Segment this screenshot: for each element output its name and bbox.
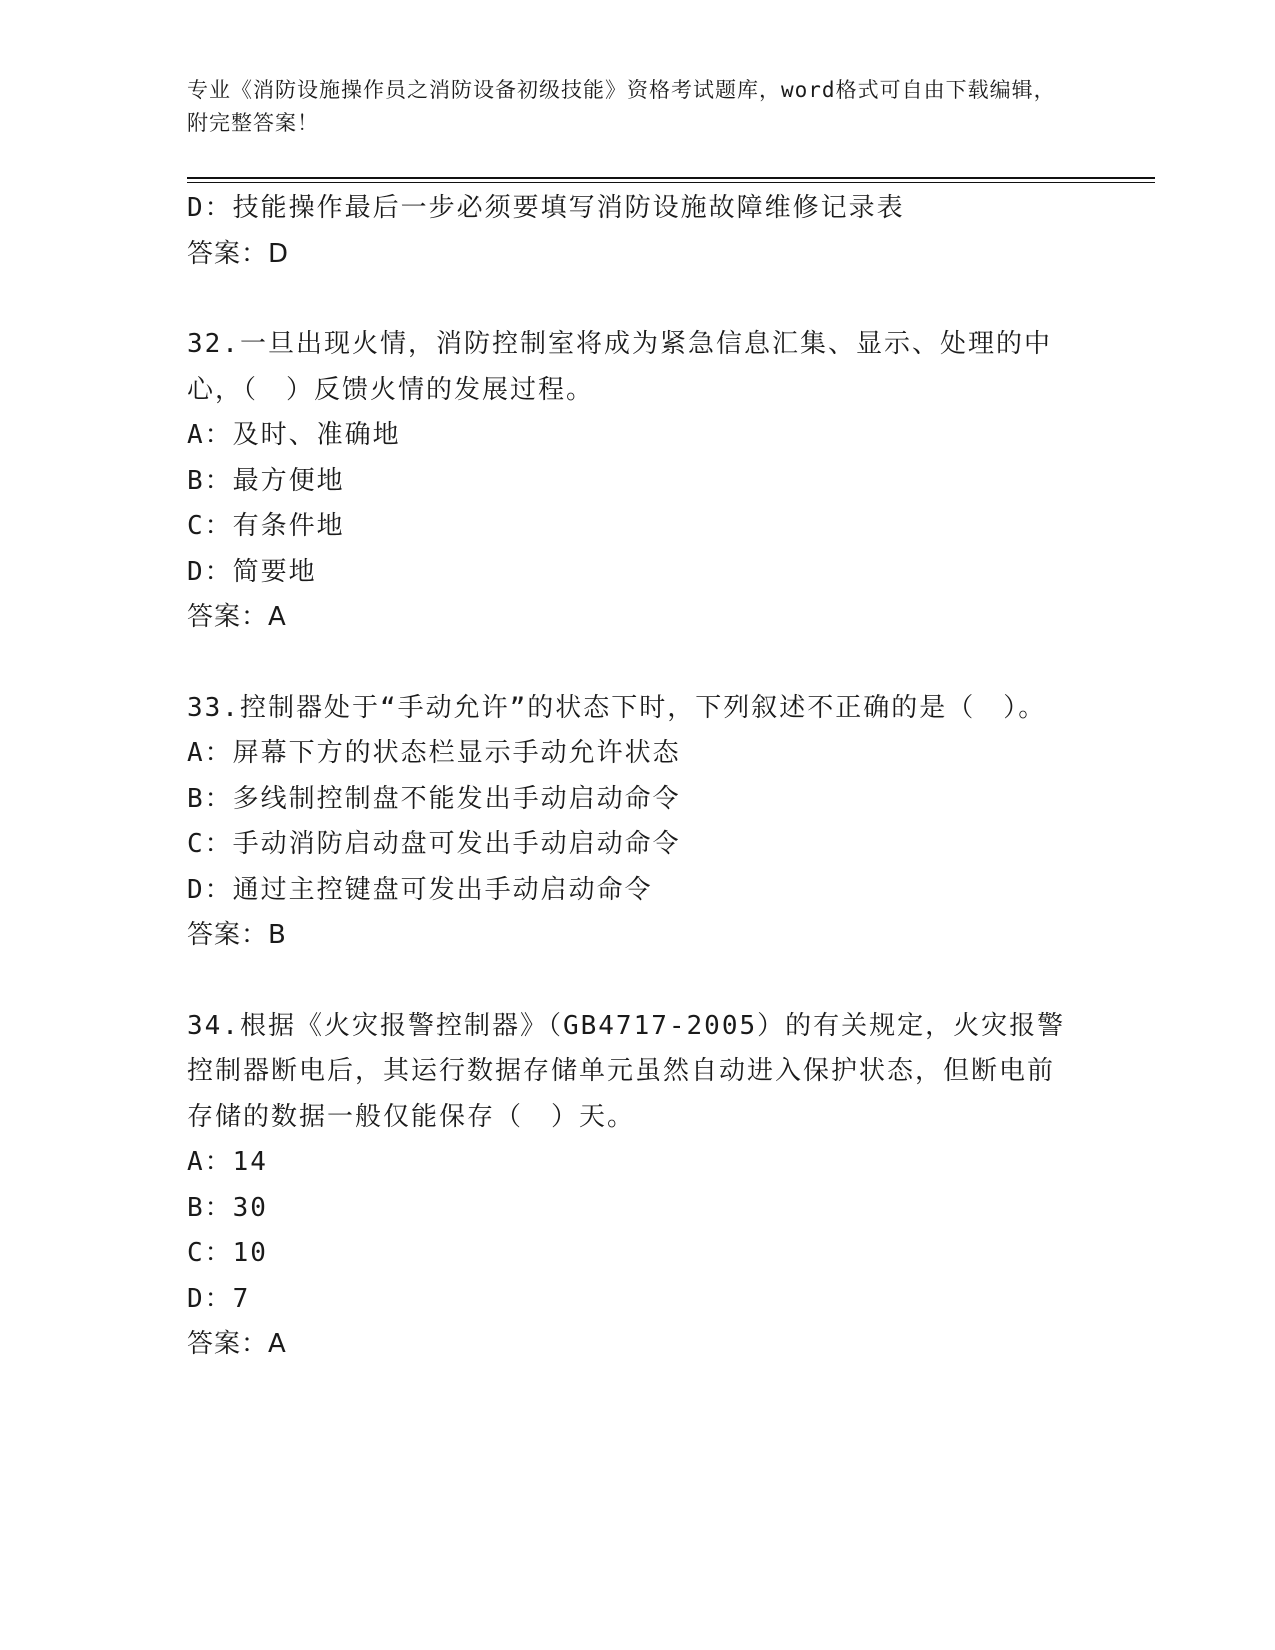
header-divider-thin xyxy=(187,182,1155,183)
answer-line: 答案：B xyxy=(187,920,287,950)
option-d: D：简要地 xyxy=(187,556,317,587)
option-a: A：14 xyxy=(187,1147,268,1177)
answer-line: 答案：A xyxy=(187,1329,287,1359)
option-a: A：及时、准确地 xyxy=(187,420,401,450)
option-list xyxy=(187,731,1067,913)
question-33 xyxy=(187,686,1067,959)
option-b: B：最方便地 xyxy=(187,465,345,496)
question-content xyxy=(187,186,1067,1368)
question-stem: 33.控制器处于“手动允许”的状态下时，下列叙述不正确的是（ ）。 xyxy=(187,692,1047,723)
option-list xyxy=(187,1140,1067,1322)
option-d: D：技能操作最后一步必须要填写消防设施故障维修记录表 xyxy=(187,193,905,223)
option-d: D：通过主控键盘可发出手动启动命令 xyxy=(187,874,653,905)
option-b: B：30 xyxy=(187,1192,268,1223)
header-divider-thick xyxy=(187,177,1155,179)
option-d: D：7 xyxy=(187,1283,251,1314)
option-c: C：手动消防启动盘可发出手动启动命令 xyxy=(187,829,681,859)
question-stem: 34.根据《火灾报警控制器》（GB4717-2005）的有关规定，火灾报警控制器断电后，其运行数据存储单元虽然自动进入保护状态，但断电前存储的数据一般仅能保存（ ）天。 xyxy=(187,1010,1066,1132)
question-stem: 32.一旦出现火情，消防控制室将成为紧急信息汇集、显示、处理的中心，（ ）反馈火情的发展过程。 xyxy=(187,329,1052,405)
option-a: A：屏幕下方的状态栏显示手动允许状态 xyxy=(187,738,681,768)
header-note: 专业《消防设施操作员之消防设备初级技能》资格考试题库，word格式可自由下载编辑，附完整答案！ xyxy=(187,78,1056,135)
answer-line: 答案：A xyxy=(187,602,287,632)
answer-line: 答案：D xyxy=(187,238,290,269)
previous-question-tail xyxy=(187,186,1067,277)
question-32 xyxy=(187,322,1067,641)
option-list xyxy=(187,413,1067,595)
option-c: C：10 xyxy=(187,1238,268,1268)
question-34 xyxy=(187,1004,1067,1368)
option-c: C：有条件地 xyxy=(187,511,345,541)
option-b: B：多线制控制盘不能发出手动启动命令 xyxy=(187,783,681,814)
